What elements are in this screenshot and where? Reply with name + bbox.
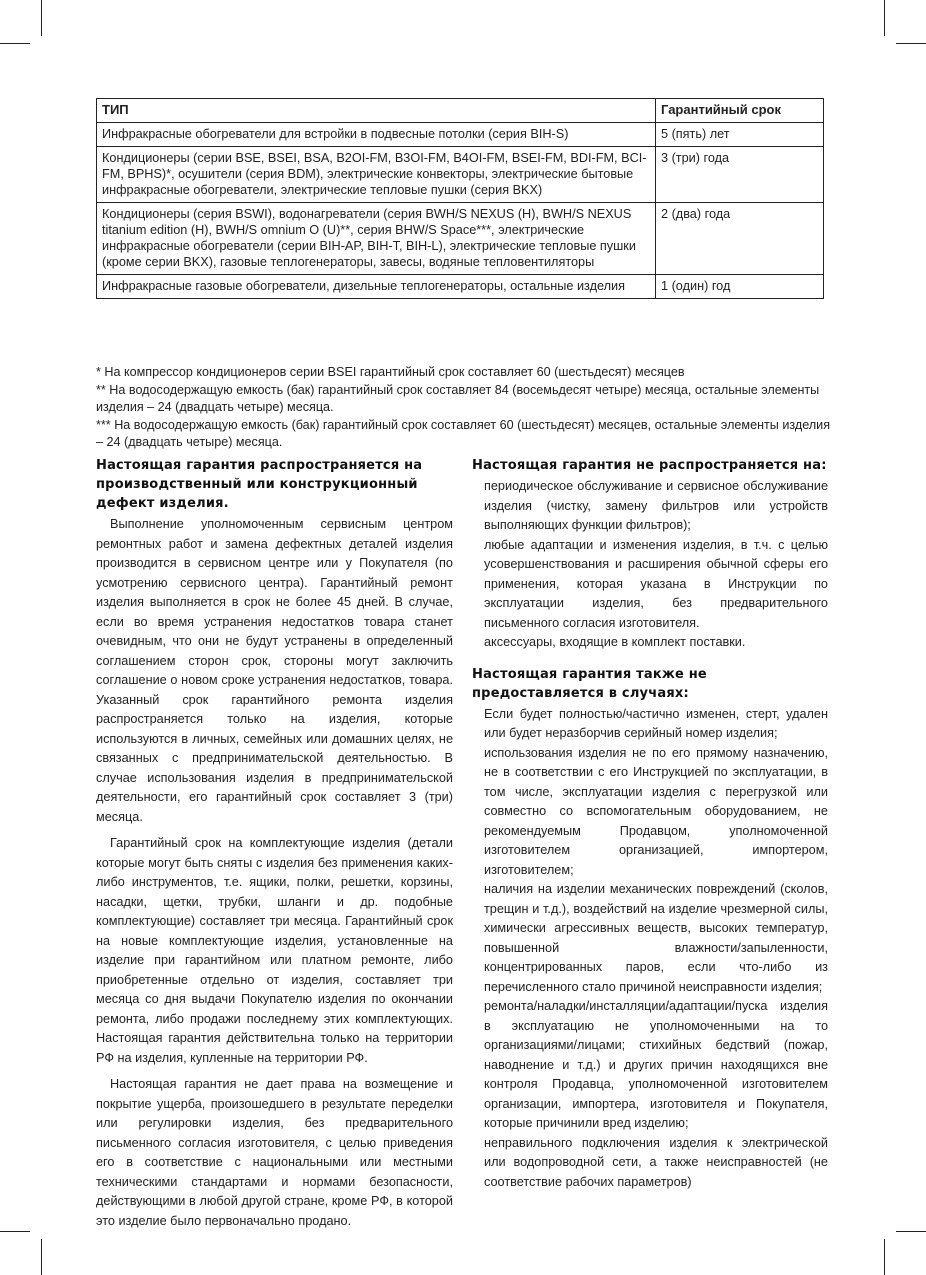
- paragraph: Гарантийный срок на комплектующие изделия (детали которые могут быть сняты с изделия без применения каких-либо инструментов, т.е. ящики, полки, решетки, корзины, насадки, щетки, трубки, шланги и др. подобные комплектующие) составляет три месяца. Гарантийный срок на новые комплектующие изделия, установленные на изделие при гарантийном или платном ремонте, либо приобретенные отдельно от изделия, составляет три месяца со дня выдачи Покупателю изделия по окончании ремонта, либо продажи последнему этих комплектующих. Настоящая гарантия действительна только на территории РФ на изделия, купленные на территории РФ.: [96, 836, 453, 1065]
- table-row: [97, 123, 824, 147]
- crop-mark: [41, 1239, 42, 1275]
- crop-mark: [0, 1231, 30, 1232]
- list-item: неправильного подключения изделия к электрической или водопроводной сети, а также неисправностей (не соответствие рабочих параметров): [484, 1135, 828, 1189]
- exclusion-list: [472, 477, 828, 653]
- crop-mark: [896, 43, 926, 44]
- row-type: Кондиционеры (серии BSE, BSEI, BSA, B2OI-FM, B3OI-FM, B4OI-FM, BSEI-FM, BDI-FM, BCI-FM, BPHS)*, осушители (серия BDM), электрические конвекторы, электрические бытовые инфракрасные обогреватели, электрические тепловые пушки (серия BKX): [97, 147, 656, 203]
- left-column: [96, 456, 453, 1238]
- list-item: ремонта/наладки/инсталляции/адаптации/пуска изделия в эксплуатацию не уполномоченными на то организациями/лицами; стихийных бедствий (пожар, наводнение и т.д.) и других причин находящихся вне контроля Продавца, уполномоченной изготовителем организации, импортера, изготовителя и Покупателя, которые причинили вред изделию;: [484, 999, 828, 1130]
- table-row: [97, 275, 824, 299]
- crop-mark: [884, 0, 885, 36]
- crop-mark: [0, 43, 30, 44]
- crop-mark: [896, 1231, 926, 1232]
- list-item: использования изделия не по его прямому назначению, не в соответствии с его Инструкцией по эксплуатации, в том числе, эксплуатации изделия с перегрузкой или совместно со вспомогательным оборудованием, не рекомендуемым Продавцом, уполномоченной изготовителем организацией, импортером, изготовителем;: [484, 745, 828, 877]
- cases-list: [472, 705, 828, 1193]
- list-item: аксессуары, входящие в комплект поставки.: [484, 635, 746, 649]
- header-term: Гарантийный срок: [656, 99, 824, 123]
- paragraph: Настоящая гарантия не дает права на возмещение и покрытие ущерба, произошедшего в результате переделки или регулировки изделия, без предварительного письменного согласия изготовителя, с целью приведения его в соответствие с национальными или местными техническими стандартами и нормами безопасности, действующими в любой другой стране, кроме РФ, в которой это изделие было первоначально продано.: [96, 1077, 453, 1228]
- row-term: 1 (один) год: [656, 275, 824, 299]
- warranty-table: [96, 98, 824, 299]
- crop-mark: [41, 0, 42, 36]
- row-term: 5 (пять) лет: [656, 123, 824, 147]
- table-row: [97, 203, 824, 275]
- footnote: ** На водосодержащую емкость (бак) гарантийный срок составляет 84 (восемьдесят четыре) месяца, остальные элементы изделия – 24 (двадцать четыре) месяца.: [96, 382, 820, 414]
- list-item: наличия на изделии механических повреждений (сколов, трещин и т.д.), воздействий на изделие чрезмерной силы, химически агрессивных веществ, высоких температур, повышенной влажности/запыленности, концентрированных паров, если что-либо из перечисленного стало причиной неисправности изделия;: [484, 882, 828, 994]
- row-term: 3 (три) года: [656, 147, 824, 203]
- footnote: * На компрессор кондиционеров серии BSEI гарантийный срок составляет 60 (шестьдесят) месяцев: [96, 365, 685, 379]
- section-heading: Настоящая гарантия распространяется на производственный или конструкционный дефект изделия.: [96, 458, 423, 511]
- header-type: ТИП: [97, 99, 656, 123]
- list-item: Если будет полностью/частично изменен, стерт, удален или будет неразборчив серийный номер изделия;: [484, 706, 828, 740]
- section-heading: Настоящая гарантия также не предоставляется в случаях:: [472, 666, 707, 701]
- crop-mark: [884, 1239, 885, 1275]
- row-term: 2 (два) года: [656, 203, 824, 275]
- table-header-row: [97, 99, 824, 123]
- row-type: Инфракрасные газовые обогреватели, дизельные теплогенераторы, остальные изделия: [97, 275, 656, 299]
- right-column: [472, 456, 828, 1192]
- list-item: периодическое обслуживание и сервисное обслуживание изделия (чистку, замену фильтров или устройств выполняющих функции фильтров);: [484, 479, 828, 532]
- row-type: Инфракрасные обогреватели для встройки в подвесные потолки (серия BIH-S): [97, 123, 656, 147]
- footnote: *** На водосодержащую емкость (бак) гарантийный срок составляет 60 (шестьдесят) месяцев, остальные элементы изделия – 24 (двадцать четыре) месяца.: [96, 417, 831, 449]
- list-item: любые адаптации и изменения изделия, в т.ч. с целью усовершенствования и расширения обычной сферы его применения, которая указана в Инструкции по эксплуатации изделия, без предварительного письменного согласия изготовителя.: [484, 537, 828, 630]
- footnotes: [96, 364, 836, 452]
- section-heading: Настоящая гарантия не распространяется на:: [472, 458, 827, 473]
- paragraph: Выполнение уполномоченным сервисным центром ремонтных работ и замена дефектных деталей изделия производится в сервисном центре или у Покупателя (по усмотрению сервисного центра). Гарантийный ремонт изделия выполняется в срок не более 45 дней. В случае, если во время устранения недостатков товара станет очевидным, что они не будут устранены в определенный соглашением сторон срок, стороны могут заключить соглашение о новом сроке устранения недостатков, товара. Указанный срок гарантийного ремонта изделия распространяется только на изделия, которые используются в личных, семейных или домашних целях, не связанных с предпринимательской деятельностью. В случае использования изделия в предпринимательской деятельности, его гарантийный срок составляет 3 (три) месяца.: [96, 517, 453, 824]
- row-type: Кондиционеры (серия BSWI), водонагреватели (серия BWH/S NEXUS (H), BWH/S NEXUS titanium edition (H), BWH/S omnium O (U)**, серия BHW/S Space***, электрические инфракрасные обогреватели (серии BIH-AP, BIH-T, BIH-L), электрические тепловые пушки (кроме серии BKX), газовые теплогенераторы, завесы, водяные тепловентиляторы: [97, 203, 656, 275]
- table-row: [97, 147, 824, 203]
